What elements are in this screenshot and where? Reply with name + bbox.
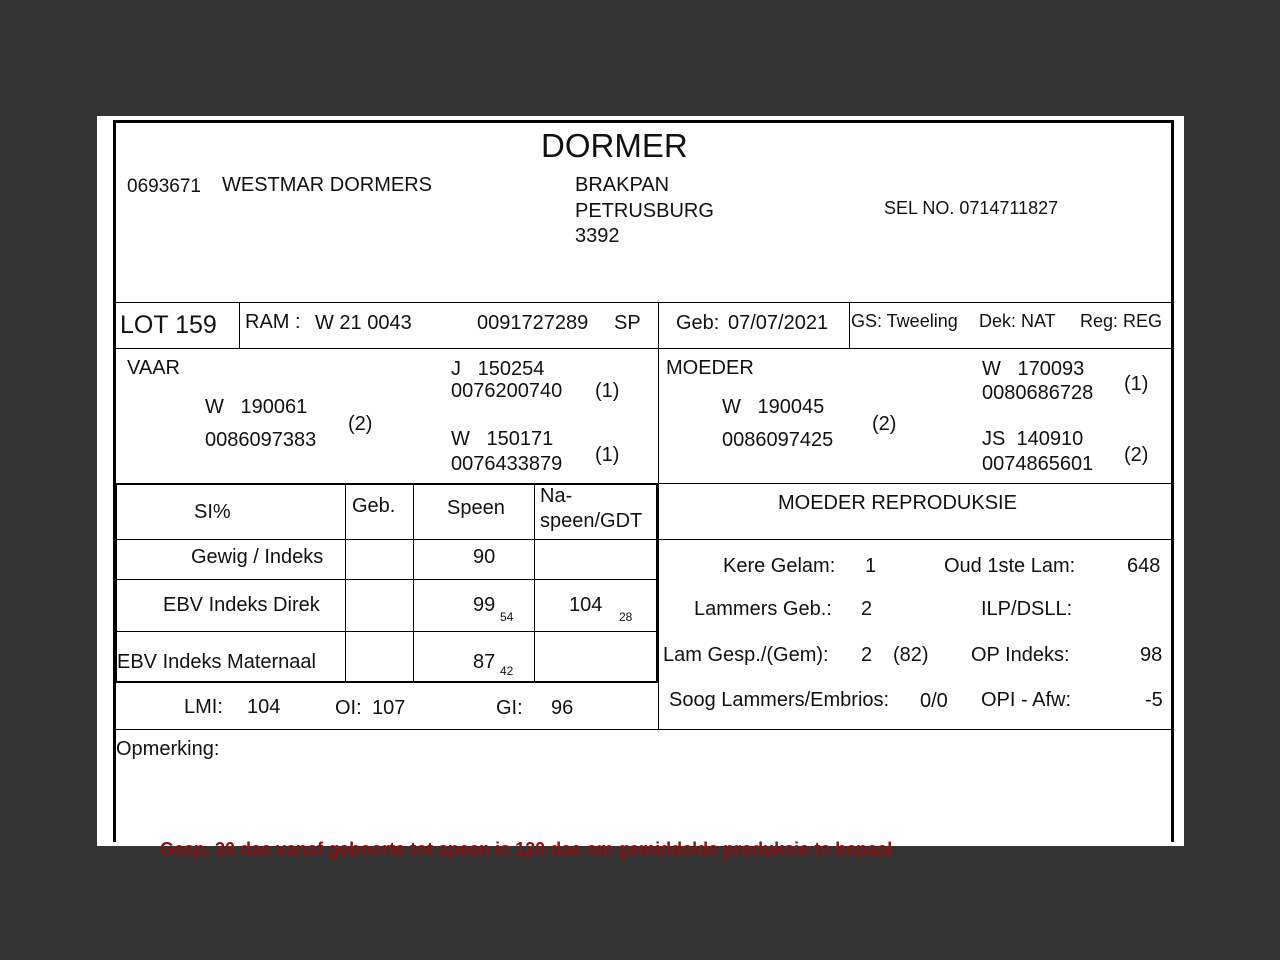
divider [116,539,658,540]
divider [116,579,658,580]
reproduction-title: MOEDER REPRODUKSIE [778,492,1017,514]
oud-value: 648 [1127,555,1161,577]
divider [658,483,1172,484]
gesp-average: (82) [893,644,929,666]
sire-dam-id: W 150171 [451,428,554,450]
dam-id: W 190045 [722,396,825,418]
divider [658,302,659,729]
lmi-label: LMI: [184,696,223,718]
breeder-code: 0693671 [127,176,201,197]
divider [534,483,535,681]
remarks-label: Opmerking: [116,738,220,760]
speen-value: 99 [473,594,496,616]
divider [116,631,658,632]
speen-accuracy: 54 [500,610,514,624]
sire-sire-id: J 150254 [451,358,545,380]
column-header-geb: Geb. [352,495,396,517]
column-header-si: SI% [194,501,231,523]
divider [239,302,240,348]
dam-sire-id: W 170093 [982,358,1085,380]
sire-note: (2) [348,413,373,435]
divider [116,681,658,683]
sire-reg: 0086097383 [205,429,317,451]
address-line: BRAKPAN [575,174,670,196]
dam-dam-reg: 0074865601 [982,453,1094,475]
row-label: Gewig / Indeks [191,546,324,568]
breed-title: DORMER [541,127,688,164]
divider [849,302,850,348]
cell-number: SEL NO. 0714711827 [884,198,1059,218]
dam-reg: 0086097425 [722,429,834,451]
lammers-label: Lammers Geb.: [694,598,832,620]
address-line: PETRUSBURG [575,200,714,222]
lammers-value: 2 [861,598,873,620]
divider [656,483,658,682]
gi-label: GI: [496,697,523,719]
oi-value: 107 [372,697,406,719]
divider [116,348,1172,349]
sire-dam-note: (1) [595,444,620,466]
footer-note: Gesp. 30 dae vanaf geboorte tot speen is 120 dae om gemiddelde produksie te bepaal [160,839,893,859]
lot-number: LOT 159 [120,311,217,339]
birth-status: GS: Tweeling [851,311,958,331]
divider [345,483,346,681]
divider [116,302,1172,303]
speen-accuracy: 42 [500,664,514,678]
registration-status: Reg: REG [1080,311,1163,331]
speen-value: 87 [473,651,496,673]
speen-value: 90 [473,546,496,568]
opi-label: OPI - Afw: [981,689,1072,711]
divider [413,483,414,681]
row-label: EBV Indeks Maternaal [117,651,316,673]
birth-label: Geb: [676,312,720,334]
soog-label: Soog Lammers/Embrios: [669,689,890,711]
divider [658,539,1172,540]
naspeen-value: 104 [569,594,603,616]
op-label: OP Indeks: [971,644,1070,666]
sire-sire-note: (1) [595,380,620,402]
oud-label: Oud 1ste Lam: [944,555,1076,577]
sire-id: W 190061 [205,396,308,418]
class-code: SP [614,312,641,334]
registration-number: 0091727289 [477,312,589,334]
address-line: 3392 [575,225,620,247]
gi-value: 96 [551,697,574,719]
ram-id: W 21 0043 [315,312,412,334]
breeder-name: WESTMAR DORMERS [222,174,432,196]
op-value: 98 [1140,644,1163,666]
divider [116,483,658,485]
opi-value: -5 [1145,689,1163,711]
naspeen-accuracy: 28 [619,610,633,624]
lmi-value: 104 [247,696,281,718]
gesp-label: Lam Gesp./(Gem): [663,644,829,666]
lot-card [113,120,1174,842]
ram-label: RAM : [245,311,301,333]
dam-dam-id: JS 140910 [982,428,1084,450]
column-header-speen: Speen [447,497,505,519]
sire-label: VAAR [127,357,180,379]
sire-sire-reg: 0076200740 [451,380,563,402]
dam-dam-note: (2) [1124,444,1149,466]
dam-sire-reg: 0080686728 [982,382,1094,404]
mating-type: Dek: NAT [979,311,1056,331]
soog-value: 0/0 [920,690,948,712]
column-header-naspeen: speen/GDT [540,510,643,532]
dam-label: MOEDER [666,357,754,379]
kere-label: Kere Gelam: [723,555,836,577]
divider [116,729,1172,730]
sire-dam-reg: 0076433879 [451,453,563,475]
oi-label: OI: [335,697,362,719]
column-header-naspeen: Na- [540,485,573,507]
ilp-label: ILP/DSLL: [981,598,1073,620]
gesp-value: 2 [861,644,873,666]
dam-sire-note: (1) [1124,373,1149,395]
row-label: EBV Indeks Direk [163,594,320,616]
birth-date: 07/07/2021 [728,312,829,334]
kere-value: 1 [865,555,877,577]
dam-note: (2) [872,413,897,435]
